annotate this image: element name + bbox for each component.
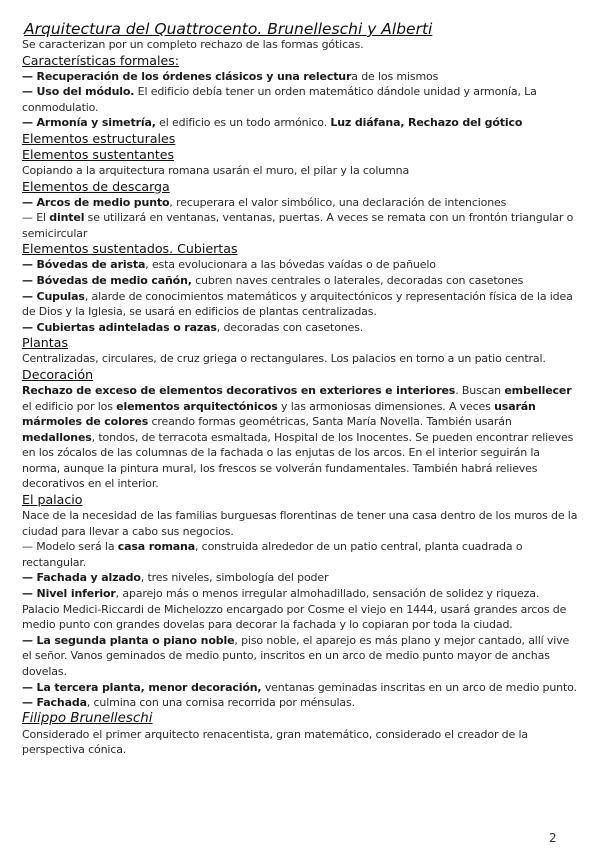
cubierta-item: — Bóvedas de arista, esta evolucionara a las bóvedas vaídas o de pañuelo (22, 258, 436, 272)
caracteristicas-heading: Características formales: (22, 52, 180, 68)
palacio-item: — La segunda planta o piano noble, piso noble, el aparejo es más plano y mejor cantado, allí vive el señor. Vanos geminados de medio punto, inscritos en un arco de medio punto mayor de anchas dovelas. (22, 633, 570, 678)
intro-paragraph: Se caracterizan por un completo rechazo de las formas góticas. (22, 38, 364, 51)
descarga-heading: Elementos de descarga (22, 178, 170, 194)
palacio-intro: Nace de la necesidad de las familias burguesas florentinas de tener una casa dentro de los muros de la ciudad para llevar a cabo sus negocios. (22, 509, 578, 538)
document-title: Arquitectura del Quattrocento. Brunelleschi y Alberti (24, 20, 433, 38)
descarga-item: — Arcos de medio punto, recuperara el valor simbólico, una declaración de intenciones (22, 195, 507, 209)
cubierta-item: — Cubiertas adinteladas o razas, decoradas con casetones. (22, 320, 364, 334)
estructurales-heading: Elementos estructurales (22, 130, 176, 146)
palacio-item: — Fachada y alzado, tres niveles, simbología del poder (22, 571, 329, 585)
filippo-heading: Filippo Brunelleschi (22, 710, 153, 726)
palacio-item: — Fachada, culmina con una cornisa recorrida por ménsulas. (22, 696, 355, 710)
decoracion-heading: Decoración (22, 366, 94, 382)
cubierta-item: — Cupulas, alarde de conocimientos matemáticos y arquitectónicos y representación física de la idea de Dios y la Iglesia, se usará en edificios de plantas centralizadas. (22, 289, 573, 319)
palacio-heading: El palacio (22, 492, 83, 508)
descarga-item: — El dintel se utilizará en ventanas, ventanas, puertas. A veces se remata con un frontón triangular o semicircular (22, 211, 574, 240)
cubierta-item: — Bóvedas de medio cañón, cubren naves centrales o laterales, decoradas con casetones (22, 273, 524, 287)
sustentantes-heading: Elementos sustentantes (22, 146, 175, 162)
sustentantes-text: Copiando a la arquitectura romana usarán el muro, el pilar y la columna (22, 163, 410, 177)
palacio-item: — Modelo será la casa romana, construida alrededor de un patio central, planta cuadrada o rectangular. (22, 540, 523, 569)
plantas-text: Centralizadas, circulares, de cruz griega o rectangulares. Los palacios en torno a un patio central. (22, 352, 546, 366)
caracteristica-item: — Armonía y simetría, el edificio es un todo armónico. Luz diáfana, Rechazo del gótico (22, 116, 523, 130)
caracteristica-item: — Recuperación de los órdenes clásicos y una relectura de los mismos (22, 69, 439, 83)
palacio-item: — Nivel inferior, aparejo más o menos irregular almohadillado, sensación de solidez y riqueza. Palacio Medici-Riccardi de Michelozzo encargado por Cosme el viejo en 1444, usará grandes arcos de medio punto con grandes dovelas para decorar la fachada y lo copiaran por toda la ciudad. (22, 587, 567, 632)
caracteristica-item: — Uso del módulo. El edificio debía tener un orden matemático dándole unidad y armonía, La conmodulatio. (22, 85, 537, 114)
decoracion-paragraph: Rechazo de exceso de elementos decorativos en exteriores e interiores. Buscan embellecer el edificio por los elementos arquitectónicos y las armoniosas dimensiones. A veces usarán mármoles de colores creando formas geométricas, Santa María Novella. También usarán medallones, tondos, de terracota esmaltada, Hospital de los Inocentes. Se pueden encontrar relieves en los zócalos de las columnas de la fachada o las enjutas de los arcos. En el interior seguirán la norma, aunque la pintura mural, los frescos se volverán fundamentales. También habrá relieves decorativos en el interior. (22, 383, 574, 491)
palacio-item: — La tercera planta, menor decoración, ventanas geminadas inscritas en un arco de medio punto. (22, 680, 577, 694)
plantas-heading: Plantas (22, 335, 69, 351)
page-number: 2 (549, 831, 557, 845)
sustentados-heading: Elementos sustentados. Cubiertas (22, 241, 238, 257)
filippo-text: Considerado el primer arquitecto renacentista, gran matemático, considerado el creador de la perspectiva cónica. (22, 727, 528, 757)
document-page (22, 21, 578, 758)
